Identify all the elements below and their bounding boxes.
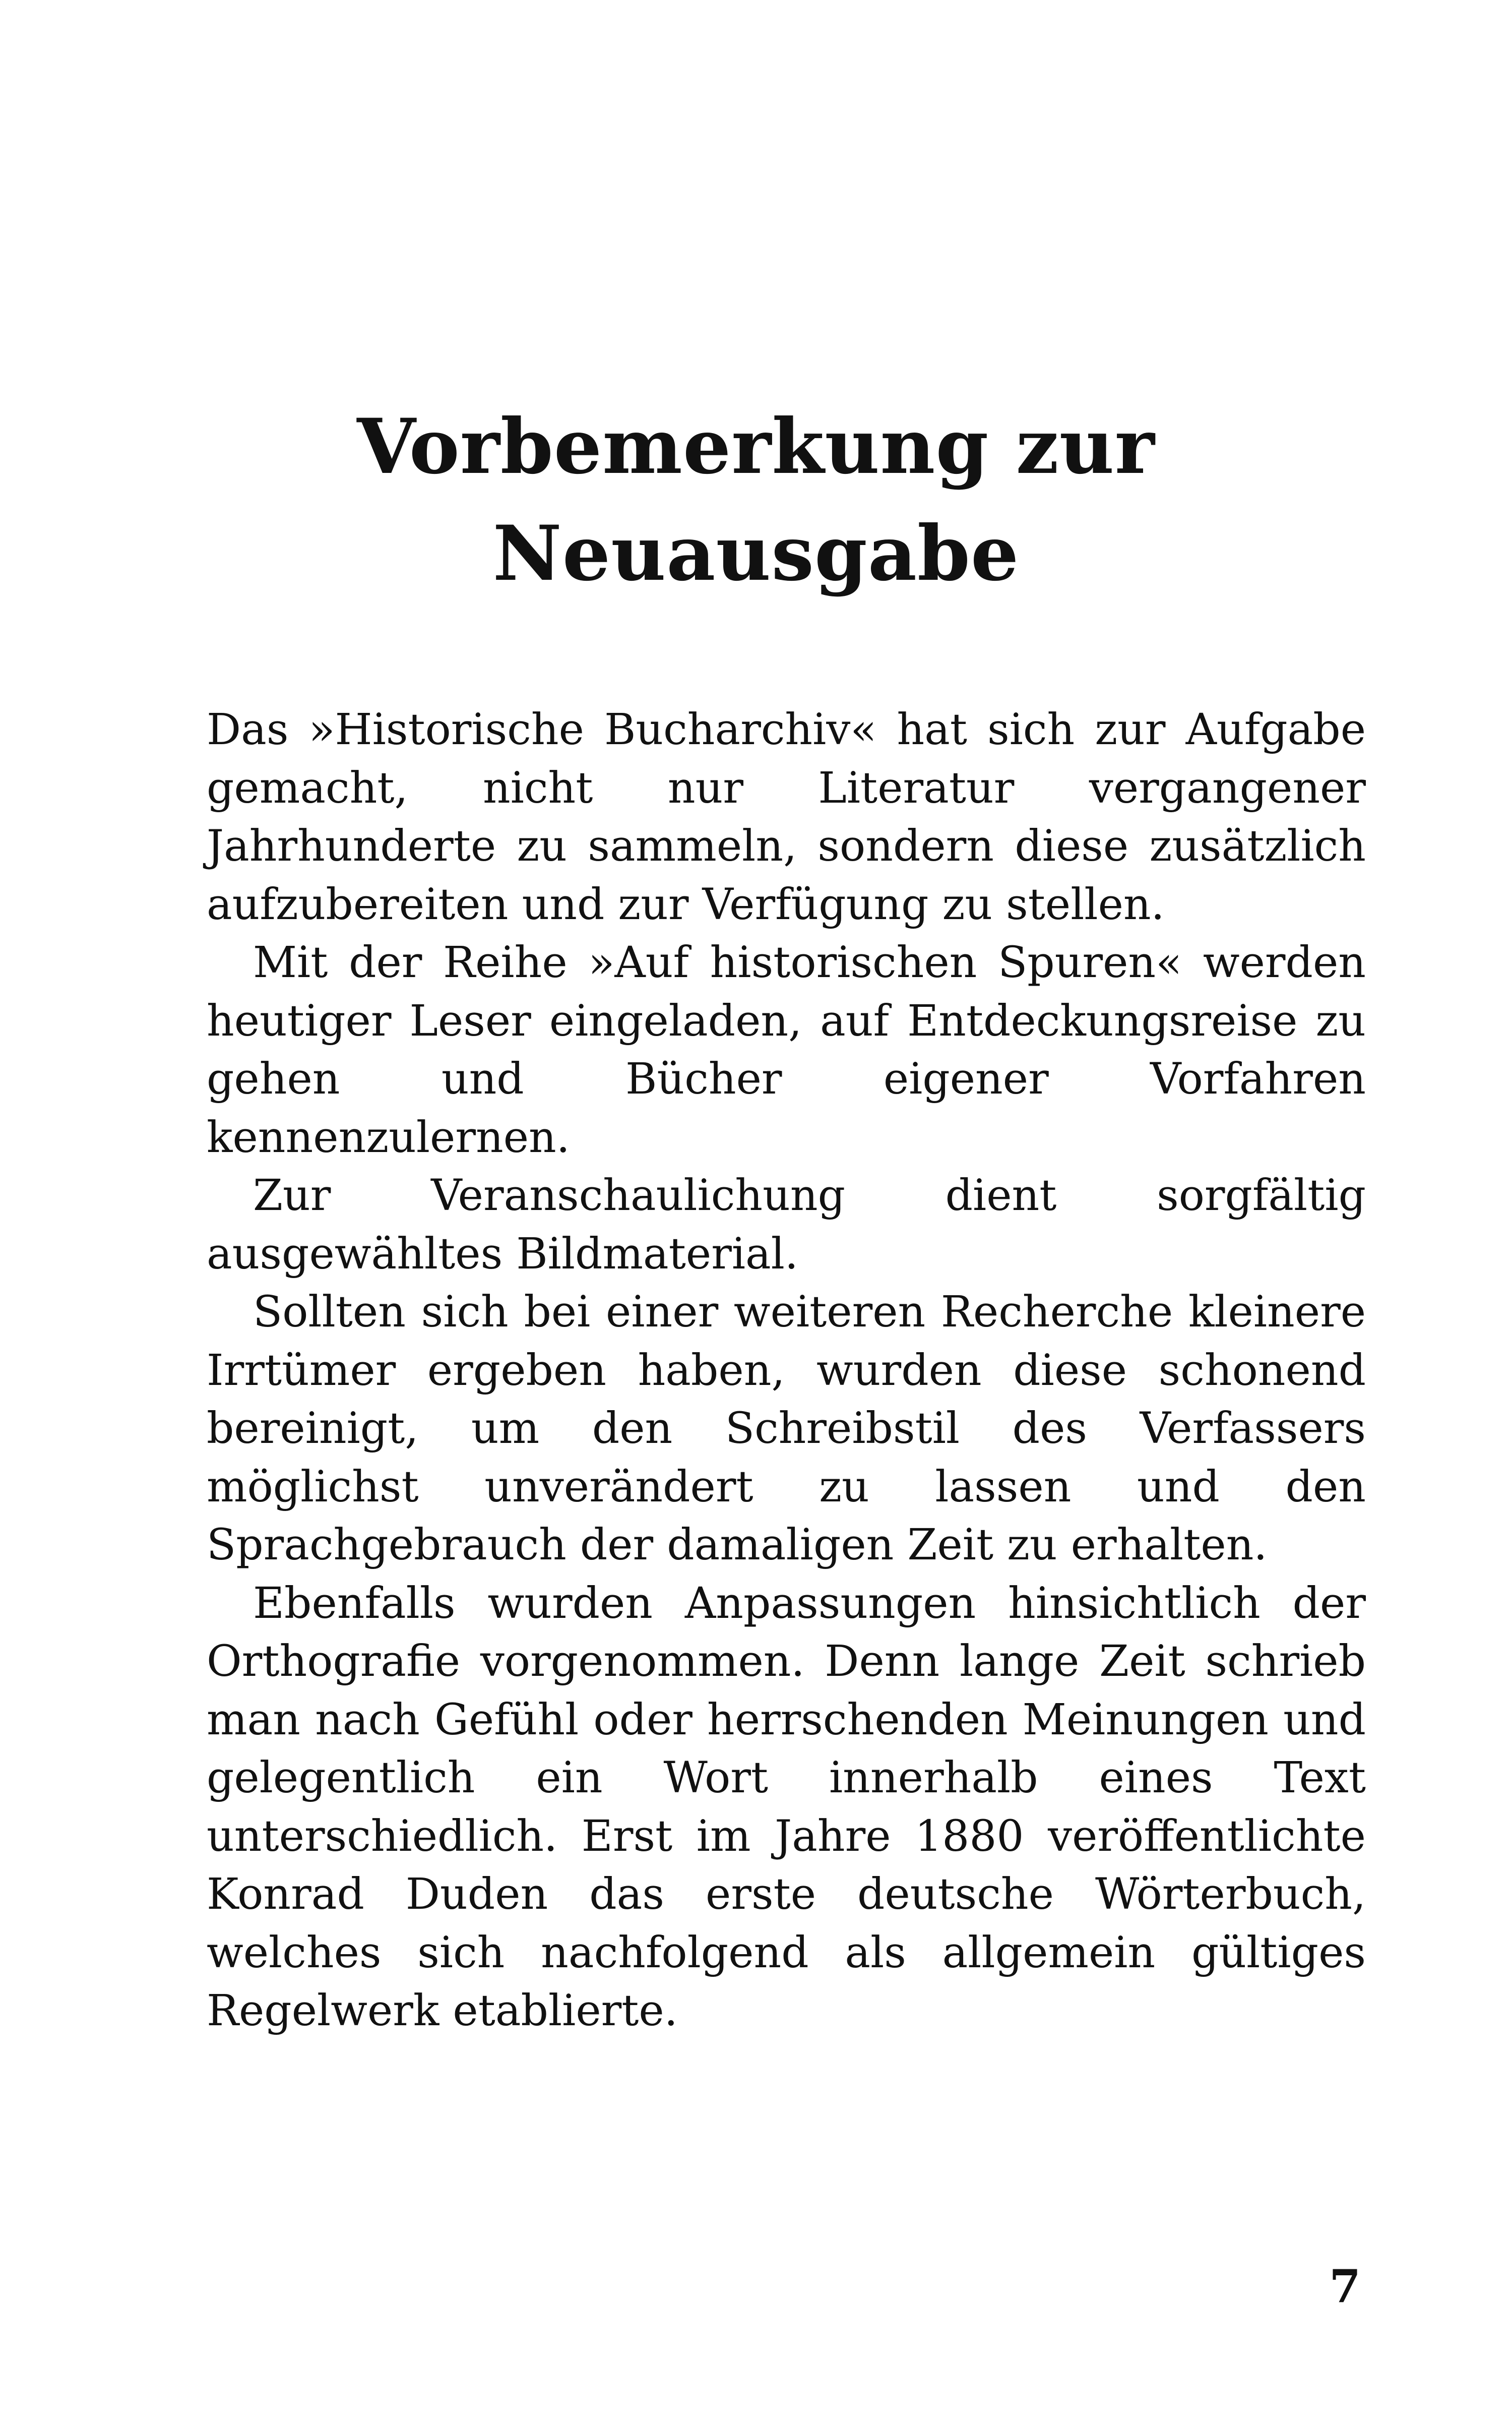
body-text	[207, 701, 1366, 2040]
paragraph-3: Zur Veranschaulichung dient sorgfältig ausgewähltes Bildmaterial.	[207, 1171, 1366, 1279]
paragraph-5: Ebenfalls wurden Anpassungen hinsichtlich der Orthografie vorgenommen. Denn lange Zeit schrieb man nach Gefühl oder herrschenden Meinungen und gelegentlich ein Wort innerhalb eines Text unterschiedlich. Erst im Jahre 1880 veröffentlichte Konrad Duden das erste deutsche Wörterbuch, welches sich nachfolgend als allgemein gültiges Regelwerk etablierte.	[207, 1578, 1366, 2036]
title-line-2: Neuausgabe	[492, 509, 1020, 598]
title-line-1: Vorbemerkung zur	[357, 402, 1155, 491]
page-number: 7	[1329, 2260, 1361, 2313]
paragraph-2: Mit der Reihe »Auf historischen Spuren« werden heutiger Leser eingeladen, auf Entdeckungsreise zu gehen und Bücher eigener Vorfahren kennenzulernen.	[207, 938, 1366, 1163]
paragraph-1: Das »Historische Bucharchiv« hat sich zur Aufgabe gemacht, nicht nur Literatur vergangener Jahrhunderte zu sammeln, sondern diese zusätzlich aufzubereiten und zur Verfügung zu stellen.	[207, 705, 1366, 930]
paragraph-4: Sollten sich bei einer weiteren Recherche kleinere Irrtümer ergeben haben, wurden diese schonend bereinigt, um den Schreibstil des Verfassers möglichst unverändert zu lassen und den Sprachgebrauch der damaligen Zeit zu erhalten.	[207, 1287, 1366, 1570]
page-title	[151, 393, 1361, 607]
